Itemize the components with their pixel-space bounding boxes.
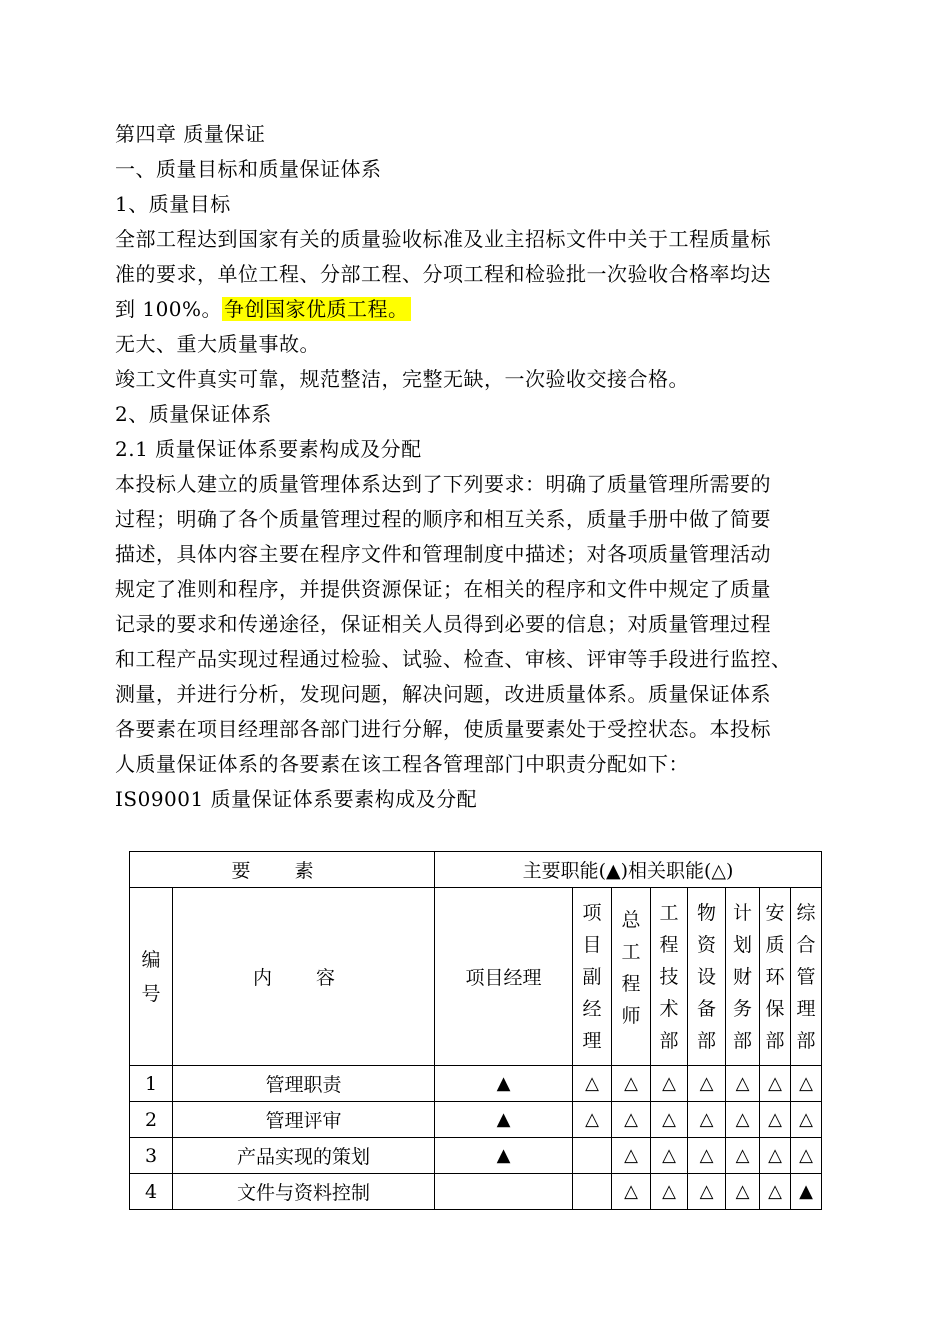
cell-eng: △ (651, 1174, 688, 1210)
col-header-number: 编号 (130, 888, 173, 1066)
cell-safety: △ (760, 1138, 791, 1174)
cell-number: 3 (130, 1138, 173, 1174)
responsibility-table (129, 851, 822, 1210)
system-paragraph-line: 描述，具体内容主要在程序文件和管理制度中描述；对各项质量管理活动 (115, 542, 771, 566)
col-header-deputy-pm: 项目副经理 (573, 888, 612, 1066)
table-row (130, 1174, 822, 1210)
header-elements: 要 素 (130, 852, 435, 888)
system-paragraph-line: 各要素在项目经理部各部门进行分解，使质量要素处于受控状态。本投标 (115, 717, 771, 741)
subsection-2-1-title: 2.1 质量保证体系要素构成及分配 (115, 437, 422, 461)
cell-safety: △ (760, 1174, 791, 1210)
goal-paragraph-line-1: 全部工程达到国家有关的质量验收标准及业主招标文件中关于工程质量标 (115, 227, 771, 251)
cell-chief: △ (612, 1138, 651, 1174)
cell-chief: △ (612, 1102, 651, 1138)
table-row (130, 1102, 822, 1138)
cell-chief: △ (612, 1174, 651, 1210)
cell-admin: △ (791, 1138, 822, 1174)
table-row (130, 1138, 822, 1174)
cell-chief: △ (612, 1066, 651, 1102)
cell-eng: △ (651, 1138, 688, 1174)
cell-number: 2 (130, 1102, 173, 1138)
system-paragraph-line: 和工程产品实现过程通过检验、试验、检查、审核、评审等手段进行监控、 (115, 647, 792, 671)
cell-number: 1 (130, 1066, 173, 1102)
document-body (115, 117, 845, 817)
cell-content: 文件与资料控制 (173, 1174, 435, 1210)
cell-deputy: △ (573, 1102, 612, 1138)
cell-number: 4 (130, 1174, 173, 1210)
cell-deputy: △ (573, 1066, 612, 1102)
system-paragraph-line: 规定了准则和程序，并提供资源保证；在相关的程序和文件中规定了质量 (115, 577, 771, 601)
cell-mat: △ (688, 1066, 726, 1102)
col-header-content: 内 容 (173, 888, 435, 1066)
cell-plan: △ (726, 1066, 760, 1102)
cell-content: 管理评审 (173, 1102, 435, 1138)
goal-docs-line: 竣工文件真实可靠，规范整洁，完整无缺，一次验收交接合格。 (115, 367, 689, 391)
goal-accident-line: 无大、重大质量事故。 (115, 332, 320, 356)
chapter-title: 第四章 质量保证 (115, 122, 266, 146)
cell-content: 产品实现的策划 (173, 1138, 435, 1174)
col-header-chief-engineer: 总工程师 (612, 888, 651, 1066)
cell-plan: △ (726, 1138, 760, 1174)
cell-pm: ▲ (435, 1138, 573, 1174)
cell-admin: △ (791, 1102, 822, 1138)
cell-admin: △ (791, 1066, 822, 1102)
system-paragraph-line: 测量，并进行分析，发现问题，解决问题，改进质量体系。质量保证体系 (115, 682, 771, 706)
system-paragraph-line: 人质量保证体系的各要素在该工程各管理部门中职责分配如下： (115, 752, 689, 776)
goal-paragraph-line-3 (115, 292, 845, 327)
cell-eng: △ (651, 1102, 688, 1138)
cell-safety: △ (760, 1102, 791, 1138)
cell-deputy (573, 1138, 612, 1174)
cell-plan: △ (726, 1102, 760, 1138)
highlighted-goal: 争创国家优质工程。 (224, 297, 409, 321)
goal-paragraph-line-3-start: 到 100%。 (115, 297, 223, 321)
subsection-2-title: 2、质量保证体系 (115, 402, 272, 426)
cell-pm (435, 1174, 573, 1210)
col-header-admin-dept: 综合管理部 (791, 888, 822, 1066)
cell-plan: △ (726, 1174, 760, 1210)
cell-mat: △ (688, 1138, 726, 1174)
col-header-project-manager: 项目经理 (435, 888, 573, 1066)
table-row (130, 1066, 822, 1102)
cell-admin: ▲ (791, 1174, 822, 1210)
section-1-title: 一、质量目标和质量保证体系 (115, 157, 382, 181)
cell-content: 管理职责 (173, 1066, 435, 1102)
subsection-1-title: 1、质量目标 (115, 192, 231, 216)
cell-pm: ▲ (435, 1102, 573, 1138)
col-header-engineering-dept: 工程技术部 (651, 888, 688, 1066)
table-caption: IS09001 质量保证体系要素构成及分配 (115, 787, 478, 811)
cell-deputy (573, 1174, 612, 1210)
goal-paragraph-line-2: 准的要求，单位工程、分部工程、分项工程和检验批一次验收合格率均达 (115, 262, 771, 286)
col-header-planning-dept: 计划财务部 (726, 888, 760, 1066)
cell-mat: △ (688, 1174, 726, 1210)
system-paragraph-line: 记录的要求和传递途径，保证相关人员得到必要的信息；对质量管理过程 (115, 612, 771, 636)
cell-eng: △ (651, 1066, 688, 1102)
header-functions: 主要职能(▲)相关职能(△) (435, 852, 822, 888)
cell-pm: ▲ (435, 1066, 573, 1102)
col-header-materials-dept: 物资设备部 (688, 888, 726, 1066)
system-paragraph-line: 过程；明确了各个质量管理过程的顺序和相互关系，质量手册中做了简要 (115, 507, 771, 531)
cell-safety: △ (760, 1066, 791, 1102)
system-paragraph-line: 本投标人建立的质量管理体系达到了下列要求：明确了质量管理所需要的 (115, 472, 771, 496)
cell-mat: △ (688, 1102, 726, 1138)
col-header-safety-dept: 安质环保部 (760, 888, 791, 1066)
